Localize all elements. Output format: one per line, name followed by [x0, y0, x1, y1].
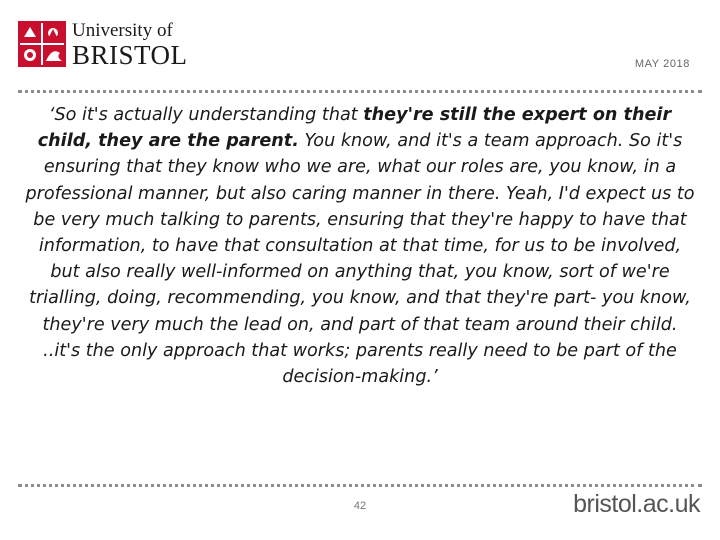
footer-divider [18, 484, 702, 487]
page-number: 42 [353, 500, 367, 512]
logo-text-bristol: BRISTOL [72, 40, 188, 70]
quote-close-mark: ’ [432, 367, 438, 388]
slide-date: MAY 2018 [634, 58, 690, 70]
quote-part-2: You know, and it's a team approach. So it's ensuring that they know who we are, what our roles are, you know, in a professional manner, but also caring manner in there. Yeah, I'd expect us to be very much talking to parents, ensuring that they're happy to have that information, to have that consultation at that time, for us to be involved, but also really well-informed on anything that, you know, sort of we're trialling, doing, recommending, you know, and that they're part- you know, they're very much the lead on, and part of that team around their child. ..it's the only approach that works; parents really need to be part of the decision-making. [25, 131, 695, 388]
logo-text-university-of: University of [72, 20, 173, 41]
header-divider [18, 90, 702, 93]
quote-bold-emphasis: they're still the expert on their child, they are the parent. [37, 105, 672, 152]
quote-open-mark: ‘ [48, 105, 55, 125]
university-crest-icon [18, 21, 66, 67]
quote-text [22, 102, 698, 390]
quote-part-1: So it's actually understanding that [54, 105, 364, 125]
footer-url: bristol.ac.uk [573, 490, 700, 518]
university-logo [18, 18, 188, 70]
